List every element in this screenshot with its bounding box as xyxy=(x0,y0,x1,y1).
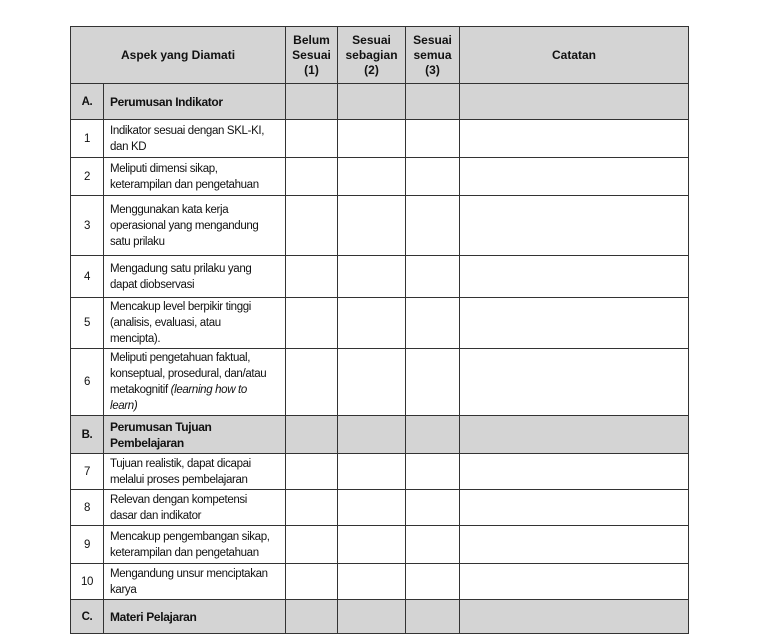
cell-sesuai-sebagian xyxy=(338,526,406,564)
table-row xyxy=(71,526,689,564)
row-aspek xyxy=(104,416,286,454)
cell-sesuai-semua xyxy=(406,349,460,416)
cell-sesuai-semua xyxy=(406,158,460,196)
header-line: (2) xyxy=(364,62,379,77)
aspek-line: Indikator sesuai dengan SKL-KI, xyxy=(110,124,265,137)
row-aspek xyxy=(104,564,286,600)
cell-sesuai-semua xyxy=(406,454,460,490)
table-row xyxy=(71,349,689,416)
aspek-line: dan KD xyxy=(110,140,147,153)
header-line: semua xyxy=(413,47,452,62)
cell-sesuai-sebagian xyxy=(338,490,406,526)
row-aspek xyxy=(104,120,286,158)
table-row xyxy=(71,564,689,600)
aspek-line: Mencakup level berpikir tinggi xyxy=(110,301,251,313)
aspek-line: dasar dan indikator xyxy=(110,509,202,522)
cell-belum-sesuai xyxy=(286,196,338,256)
row-number: 1 xyxy=(71,120,104,158)
row-number: 4 xyxy=(71,256,104,298)
aspek-line: satu prilaku xyxy=(110,235,165,248)
header-line: (3) xyxy=(425,62,440,77)
cell-belum-sesuai xyxy=(286,564,338,600)
aspek-italic-line: (learning how to xyxy=(170,384,247,396)
header-line: Belum xyxy=(293,32,330,47)
cell-sesuai-semua xyxy=(406,526,460,564)
row-number: B. xyxy=(71,416,104,454)
table-row xyxy=(71,298,689,349)
table-row xyxy=(71,120,689,158)
cell-sesuai-sebagian xyxy=(338,120,406,158)
cell-catatan xyxy=(460,416,689,454)
cell-catatan xyxy=(460,196,689,256)
cell-belum-sesuai xyxy=(286,416,338,454)
row-number: 8 xyxy=(71,490,104,526)
cell-catatan xyxy=(460,298,689,349)
row-number: C. xyxy=(71,600,104,634)
aspek-line: melalui proses pembelajaran xyxy=(110,473,248,486)
cell-sesuai-sebagian xyxy=(338,158,406,196)
aspek-line: Mengadung satu prilaku yang xyxy=(110,262,252,275)
cell-belum-sesuai xyxy=(286,349,338,416)
header-aspek: Aspek yang Diamati xyxy=(71,27,286,84)
table-body xyxy=(71,84,689,634)
cell-belum-sesuai xyxy=(286,600,338,634)
row-number: 5 xyxy=(71,298,104,349)
cell-belum-sesuai xyxy=(286,158,338,196)
row-number: A. xyxy=(71,84,104,120)
row-aspek xyxy=(104,526,286,564)
aspek-line: Pembelajaran xyxy=(110,435,184,450)
row-aspek xyxy=(104,84,286,120)
aspek-line: operasional yang mengandung xyxy=(110,219,259,232)
header-catatan: Catatan xyxy=(460,27,689,84)
aspek-line: Meliputi pengetahuan faktual, xyxy=(110,352,251,364)
table-row xyxy=(71,196,689,256)
header-line: Sesuai xyxy=(352,32,391,47)
cell-sesuai-semua xyxy=(406,120,460,158)
cell-sesuai-sebagian xyxy=(338,349,406,416)
aspek-line: Tujuan realistik, dapat dicapai xyxy=(110,457,251,470)
cell-sesuai-semua xyxy=(406,196,460,256)
cell-sesuai-semua xyxy=(406,490,460,526)
cell-sesuai-sebagian xyxy=(338,256,406,298)
cell-sesuai-semua xyxy=(406,416,460,454)
row-aspek xyxy=(104,256,286,298)
row-aspek xyxy=(104,349,286,416)
aspek-line: mencipta). xyxy=(110,333,161,345)
cell-sesuai-semua xyxy=(406,564,460,600)
cell-catatan xyxy=(460,600,689,634)
header-belum-sesuai xyxy=(286,27,338,84)
cell-sesuai-sebagian xyxy=(338,454,406,490)
table-row xyxy=(71,158,689,196)
cell-sesuai-sebagian xyxy=(338,84,406,120)
header-line: (1) xyxy=(304,62,319,77)
cell-catatan xyxy=(460,84,689,120)
cell-belum-sesuai xyxy=(286,256,338,298)
cell-sesuai-sebagian xyxy=(338,564,406,600)
cell-belum-sesuai xyxy=(286,526,338,564)
table-header-row xyxy=(71,27,689,84)
cell-sesuai-semua xyxy=(406,84,460,120)
cell-sesuai-semua xyxy=(406,600,460,634)
aspek-line: Perumusan Tujuan xyxy=(110,419,212,434)
aspek-line: Mengandung unsur menciptakan xyxy=(110,567,268,580)
cell-sesuai-semua xyxy=(406,298,460,349)
table-row xyxy=(71,256,689,298)
row-number: 9 xyxy=(71,526,104,564)
aspek-line: dapat diobservasi xyxy=(110,278,195,291)
cell-catatan xyxy=(460,526,689,564)
header-line: sebagian xyxy=(345,47,398,62)
aspek-line: Perumusan Indikator xyxy=(110,94,223,109)
aspek-line: Materi Pelajaran xyxy=(110,609,197,624)
cell-belum-sesuai xyxy=(286,84,338,120)
cell-belum-sesuai xyxy=(286,454,338,490)
cell-belum-sesuai xyxy=(286,298,338,349)
aspek-italic-line: learn) xyxy=(110,400,138,412)
aspek-line: Relevan dengan kompetensi xyxy=(110,493,248,506)
aspek-line: Mencakup pengembangan sikap, xyxy=(110,530,270,543)
aspek-line: (analisis, evaluasi, atau xyxy=(110,317,221,329)
aspek-line: Meliputi dimensi sikap, xyxy=(110,162,218,175)
table-row xyxy=(71,490,689,526)
row-aspek xyxy=(104,600,286,634)
row-number: 2 xyxy=(71,158,104,196)
cell-catatan xyxy=(460,158,689,196)
section-row xyxy=(71,84,689,120)
observation-checklist-table xyxy=(70,26,689,634)
cell-catatan xyxy=(460,256,689,298)
section-row xyxy=(71,600,689,634)
aspek-line: konseptual, prosedural, dan/atau xyxy=(110,368,267,380)
cell-sesuai-semua xyxy=(406,256,460,298)
cell-belum-sesuai xyxy=(286,120,338,158)
header-line: Sesuai xyxy=(413,32,452,47)
header-sesuai-sebagian xyxy=(338,27,406,84)
row-aspek xyxy=(104,158,286,196)
aspek-line: karya xyxy=(110,583,137,596)
section-row xyxy=(71,416,689,454)
cell-belum-sesuai xyxy=(286,490,338,526)
cell-catatan xyxy=(460,349,689,416)
row-aspek xyxy=(104,298,286,349)
cell-catatan xyxy=(460,490,689,526)
header-line: Sesuai xyxy=(292,47,331,62)
cell-sesuai-sebagian xyxy=(338,196,406,256)
row-number: 6 xyxy=(71,349,104,416)
row-number: 7 xyxy=(71,454,104,490)
row-number: 10 xyxy=(71,564,104,600)
aspek-line: keterampilan dan pengetahuan xyxy=(110,178,259,191)
table-row xyxy=(71,454,689,490)
cell-catatan xyxy=(460,454,689,490)
header-sesuai-semua xyxy=(406,27,460,84)
cell-catatan xyxy=(460,120,689,158)
row-aspek xyxy=(104,196,286,256)
cell-sesuai-sebagian xyxy=(338,298,406,349)
aspek-line: Menggunakan kata kerja xyxy=(110,203,229,216)
cell-catatan xyxy=(460,564,689,600)
cell-sesuai-sebagian xyxy=(338,600,406,634)
row-aspek xyxy=(104,454,286,490)
aspek-line: keterampilan dan pengetahuan xyxy=(110,546,259,559)
aspek-line: metakognitif xyxy=(110,384,171,396)
row-number: 3 xyxy=(71,196,104,256)
row-aspek xyxy=(104,490,286,526)
cell-sesuai-sebagian xyxy=(338,416,406,454)
